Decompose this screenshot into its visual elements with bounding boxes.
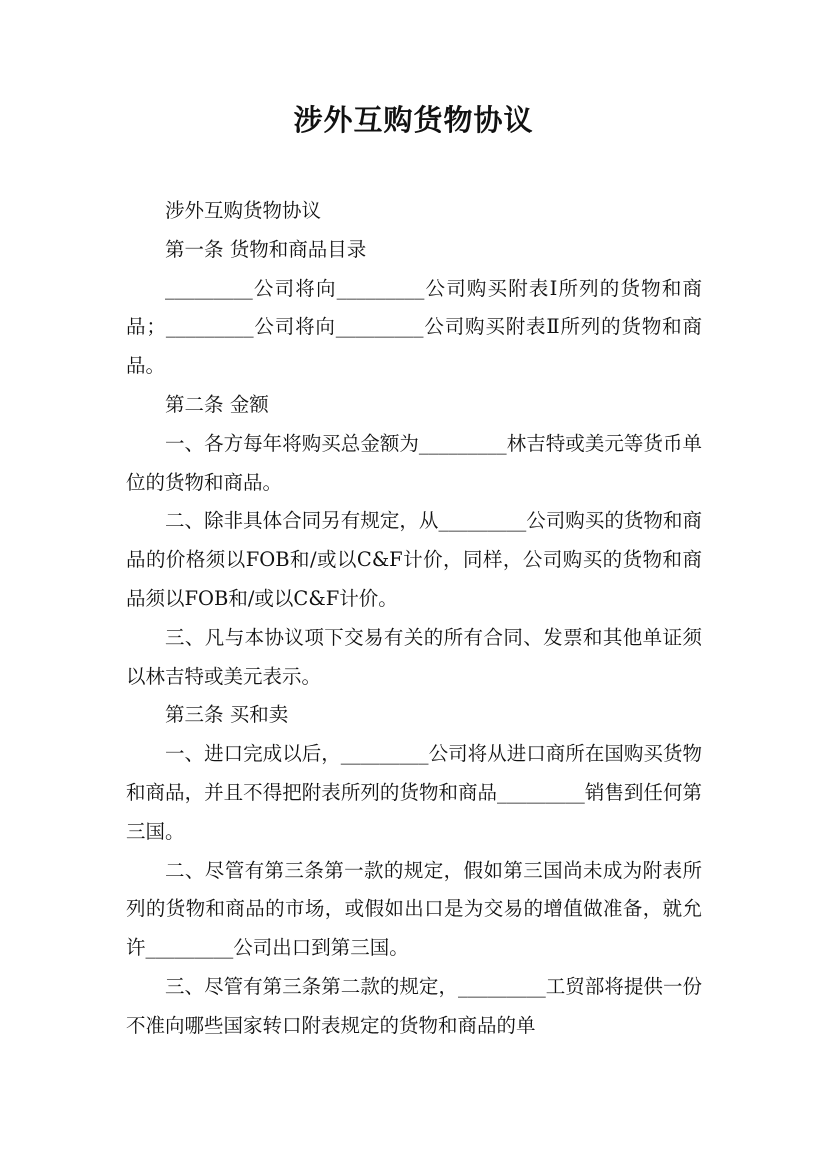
article-3-clause-2: 二、尽管有第三条第一款的规定，假如第三国尚未成为附表所列的货物和商品的市场，或假如出口是为交易的增值做准备，就允许_________公司出口到第三国。: [126, 858, 702, 960]
article-3-clause-3: 三、尽管有第三条第二款的规定，_________工贸部将提供一份不准向哪些国家转口附表规定的货物和商品的单: [126, 974, 702, 1037]
article-2-clause-1: 一、各方每年将购买总金额为_________林吉特或美元等货币单位的货物和商品。: [126, 431, 702, 494]
article-2-clause-2: 二、除非具体合同另有规定，从_________公司购买的货物和商品的价格须以FOB和/或以C&F计价，同样，公司购买的货物和商品须以FOB和/或以C&F计价。: [126, 509, 702, 610]
article-3-heading: 第三条 买和卖: [165, 703, 289, 727]
document-body: [126, 192, 702, 1046]
article-1-paragraph: _________公司将向_________公司购买附表Ⅰ所列的货物和商品；_________公司将向_________公司购买附表Ⅱ所列的货物和商品。: [126, 276, 703, 378]
paragraph-heading: 涉外互购货物协议: [165, 199, 322, 222]
document-title: 涉外互购货物协议: [293, 103, 534, 137]
article-3-clause-1: 一、进口完成以后，_________公司将从进口商所在国购买货物和商品，并且不得把附表所列的货物和商品_________销售到任何第三国。: [126, 742, 702, 843]
article-1-heading: 第一条 货物和商品目录: [165, 237, 367, 261]
article-2-heading: 第二条 金额: [165, 392, 269, 416]
article-2-clause-3: 三、凡与本协议项下交易有关的所有合同、发票和其他单证须以林吉特或美元表示。: [126, 625, 702, 688]
